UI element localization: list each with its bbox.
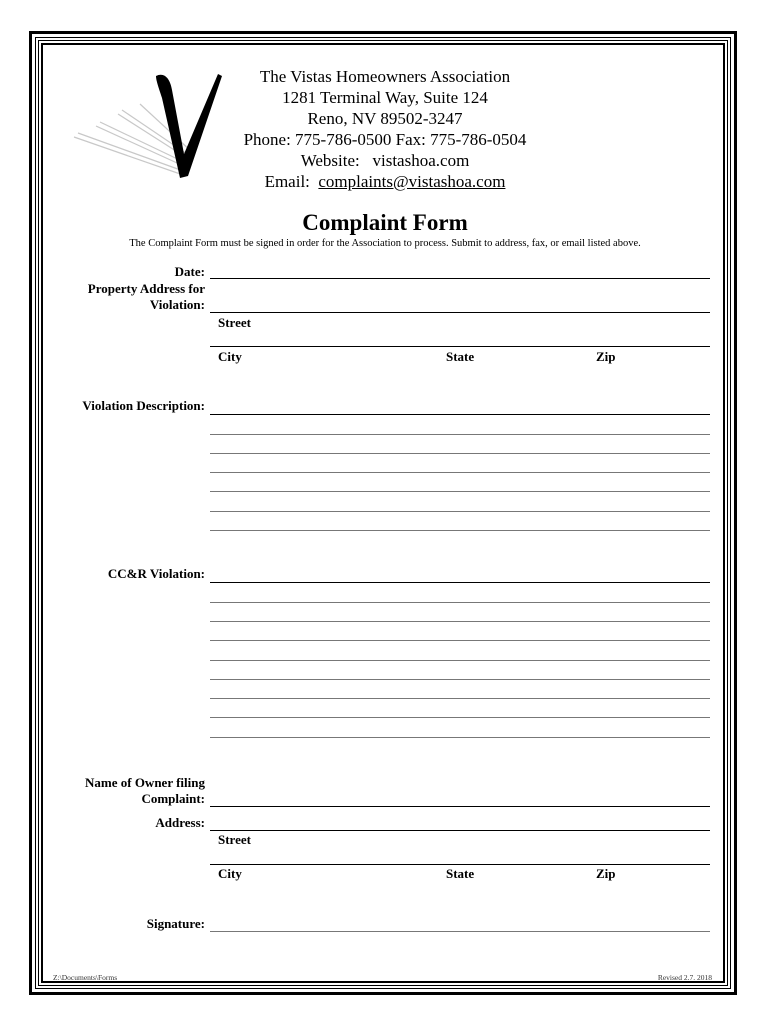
signature-field[interactable]	[210, 931, 710, 932]
violation-description-line-6[interactable]	[210, 511, 710, 512]
violation-description-line-4[interactable]	[210, 472, 710, 473]
footer-path: Z:\Documents\Forms	[53, 973, 118, 982]
ccr-violation-line-5[interactable]	[210, 660, 710, 661]
email-label: Email:	[264, 172, 310, 191]
property-address-label-line1: Property Address for	[87, 281, 205, 296]
owner-street-label: Street	[218, 832, 251, 847]
address-line-2: Reno, NV 89502-3247	[307, 109, 463, 128]
violation-description-line-5[interactable]	[210, 491, 710, 492]
property-state-label: State	[446, 349, 475, 364]
property-street-label: Street	[218, 315, 251, 330]
owner-city-label: City	[218, 866, 242, 881]
violation-description-line-2[interactable]	[210, 434, 710, 435]
violation-description-label: Violation Description:	[82, 398, 205, 413]
website-label: Website:	[300, 151, 360, 170]
property-city-label: City	[218, 349, 242, 364]
property-city-state-zip-field[interactable]	[210, 346, 710, 347]
website-value: vistashoa.com	[372, 151, 470, 170]
property-zip-label: Zip	[596, 349, 616, 364]
owner-address-label: Address:	[155, 815, 205, 830]
ccr-violation-label: CC&R Violation:	[107, 566, 205, 581]
footer-revised: Revised 2.7. 2018	[657, 973, 712, 982]
form-title: Complaint Form	[302, 210, 468, 235]
phone-fax: Phone: 775-786-0500 Fax: 775-786-0504	[243, 130, 527, 149]
owner-street-field[interactable]	[210, 830, 710, 831]
owner-name-label-line1: Name of Owner filing	[85, 775, 205, 790]
owner-state-label: State	[446, 866, 475, 881]
website-line	[200, 150, 570, 171]
email-line	[200, 171, 570, 192]
ccr-violation-line-2[interactable]	[210, 602, 710, 603]
ccr-violation-line-3[interactable]	[210, 621, 710, 622]
owner-name-label	[85, 775, 205, 807]
property-address-label-line2: Violation:	[149, 297, 205, 312]
ccr-violation-line-9[interactable]	[210, 737, 710, 738]
date-field[interactable]	[210, 278, 710, 279]
owner-name-field[interactable]	[210, 806, 710, 807]
ccr-violation-line-4[interactable]	[210, 640, 710, 641]
org-name: The Vistas Homeowners Association	[259, 67, 511, 86]
association-header	[200, 66, 570, 192]
address-line-1: 1281 Terminal Way, Suite 124	[282, 88, 488, 107]
email-link[interactable]: complaints@vistashoa.com	[318, 172, 506, 191]
ccr-violation-line-6[interactable]	[210, 679, 710, 680]
form-instructions: The Complaint Form must be signed in order for the Association to process. Submit to address, fax, or email listed above.	[129, 238, 641, 249]
ccr-violation-line-1[interactable]	[210, 582, 710, 583]
signature-label: Signature:	[146, 916, 205, 931]
property-address-label	[88, 281, 205, 313]
violation-description-line-1[interactable]	[210, 414, 710, 415]
owner-name-label-line2: Complaint:	[141, 791, 205, 806]
owner-zip-label: Zip	[596, 866, 616, 881]
ccr-violation-line-7[interactable]	[210, 698, 710, 699]
ccr-violation-line-8[interactable]	[210, 717, 710, 718]
owner-city-state-zip-field[interactable]	[210, 864, 710, 865]
property-street-field[interactable]	[210, 312, 710, 313]
date-label: Date:	[174, 264, 205, 279]
violation-description-line-7[interactable]	[210, 530, 710, 531]
violation-description-line-3[interactable]	[210, 453, 710, 454]
